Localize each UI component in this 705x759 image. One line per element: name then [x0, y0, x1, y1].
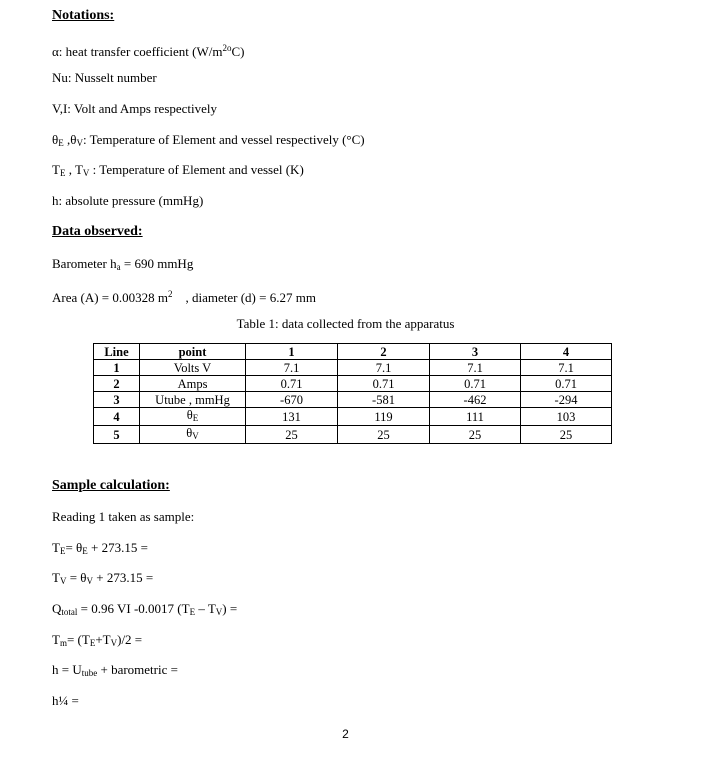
- area-sup: 2: [168, 289, 173, 299]
- tv-end: + 273.15 =: [93, 570, 154, 585]
- h-formula: [52, 662, 178, 681]
- tm-t: T: [52, 632, 60, 647]
- theta-desc: : Temperature of Element and vessel respectively (°C): [82, 132, 365, 147]
- notation-nu: Nu: Nusselt number: [52, 70, 157, 85]
- notation-t: [52, 162, 304, 181]
- te-theta: = θ: [65, 540, 83, 555]
- header-cell: 3: [430, 344, 521, 360]
- table-caption: [0, 316, 705, 332]
- table-cell: 5: [94, 426, 140, 444]
- table-cell: 2: [94, 376, 140, 392]
- diameter-text: , diameter (d) = 6.27 mm: [172, 290, 316, 305]
- tm-end: )/2 =: [117, 632, 143, 647]
- notation-alpha-end: C): [231, 44, 245, 59]
- notations-heading: Notations:: [52, 8, 115, 23]
- tm-formula: [52, 632, 142, 651]
- barometer-value: = 690 mmHg: [120, 256, 194, 271]
- table-cell: 7.1: [338, 360, 430, 376]
- table-row: [94, 360, 612, 376]
- table-cell: 131: [246, 408, 338, 426]
- table-cell: 0.71: [246, 376, 338, 392]
- te-end: + 273.15 =: [87, 540, 148, 555]
- table-cell: 7.1: [430, 360, 521, 376]
- table-cell-theta-v: [140, 426, 246, 444]
- table-cell: 25: [246, 426, 338, 444]
- page-number-text: 2: [342, 727, 349, 741]
- header-cell: point: [140, 344, 246, 360]
- q-minus: – T: [195, 601, 216, 616]
- table-cell: 3: [94, 392, 140, 408]
- table-cell: 119: [338, 408, 430, 426]
- barometer-text: Barometer h: [52, 256, 117, 271]
- notation-vi: V,I: Volt and Amps respectively: [52, 101, 218, 116]
- sample-heading: Sample calculation:: [52, 478, 170, 493]
- notation-alpha-text: α: heat transfer coefficient (W/m: [52, 44, 223, 59]
- h-end: + barometric =: [97, 662, 178, 677]
- theta-sub-v: V: [192, 431, 199, 441]
- tm-sub3: V: [110, 638, 118, 648]
- te-t: T: [52, 540, 60, 555]
- t-sub-v: V: [82, 168, 90, 178]
- area-line: [52, 286, 316, 306]
- h-sub: tube: [81, 668, 98, 678]
- table-cell: -294: [521, 392, 612, 408]
- te-sub2: E: [82, 546, 88, 556]
- table-row: [94, 408, 612, 426]
- table-cell: 1: [94, 360, 140, 376]
- table-cell: 0.71: [338, 376, 430, 392]
- header-cell: Line: [94, 344, 140, 360]
- barometer-line: [52, 256, 193, 275]
- q-sub3: V: [215, 607, 223, 617]
- table-cell: 7.1: [521, 360, 612, 376]
- table-cell: 25: [338, 426, 430, 444]
- table-cell: 0.71: [430, 376, 521, 392]
- notation-theta: [52, 132, 365, 151]
- tm-sub: m: [59, 638, 67, 648]
- data-table: [93, 343, 612, 444]
- theta-sub-e: E: [192, 413, 199, 423]
- t-symbol: T: [52, 162, 60, 177]
- tm-plus: +T: [95, 632, 111, 647]
- table-cell: 4: [94, 408, 140, 426]
- table-cell: 7.1: [246, 360, 338, 376]
- area-text: Area (A) = 0.00328 m: [52, 290, 168, 305]
- table-caption-text: Table 1: data collected from the apparatus: [236, 316, 455, 331]
- table-cell: -581: [338, 392, 430, 408]
- q-body: = 0.96 VI -0.0017 (T: [77, 601, 190, 616]
- q-formula: [52, 601, 237, 620]
- table-cell: Amps: [140, 376, 246, 392]
- h-quarter-formula: h¼ =: [52, 693, 79, 708]
- tv-formula: [52, 570, 153, 589]
- header-cell: 2: [338, 344, 430, 360]
- header-cell: 4: [521, 344, 612, 360]
- table-cell: Volts V: [140, 360, 246, 376]
- header-cell: 1: [246, 344, 338, 360]
- tv-sub2: V: [86, 576, 94, 586]
- table-cell: 0.71: [521, 376, 612, 392]
- barometer-sub: a: [116, 262, 121, 272]
- theta-symbol: θ: [186, 408, 193, 422]
- table-cell: 103: [521, 408, 612, 426]
- te-sub: E: [59, 546, 66, 556]
- table-cell: -670: [246, 392, 338, 408]
- table-cell-theta-e: [140, 408, 246, 426]
- theta-sub-e: E: [58, 138, 64, 148]
- sample-intro: Reading 1 taken as sample:: [52, 509, 195, 524]
- q-q: Q: [52, 601, 62, 616]
- h-body: h = U: [52, 662, 82, 677]
- theta-symbol: θ: [186, 426, 193, 440]
- table-cell: Utube , mmHg: [140, 392, 246, 408]
- tv-theta: = θ: [66, 570, 87, 585]
- table-row: [94, 426, 612, 444]
- q-sub2: E: [189, 607, 196, 617]
- q-end: ) =: [222, 601, 238, 616]
- page-number: [0, 727, 705, 741]
- table-cell: 25: [521, 426, 612, 444]
- table-cell: -462: [430, 392, 521, 408]
- t-desc: : Temperature of Element and vessel (K): [89, 162, 304, 177]
- table-row: [94, 376, 612, 392]
- te-formula: [52, 540, 148, 559]
- table-cell: 25: [430, 426, 521, 444]
- t-sub-e: E: [59, 168, 66, 178]
- theta-symbol-2: ,θ: [63, 132, 77, 147]
- theta-symbol: θ: [52, 132, 59, 147]
- data-observed-heading: Data observed:: [52, 224, 143, 239]
- table-header-row: [94, 344, 612, 360]
- tm-sub2: E: [89, 638, 96, 648]
- table-cell: 111: [430, 408, 521, 426]
- notation-alpha: [52, 40, 244, 60]
- tv-t: T: [52, 570, 60, 585]
- t-symbol-2: , T: [65, 162, 83, 177]
- table-row: [94, 392, 612, 408]
- theta-sub-v: V: [76, 138, 83, 148]
- notation-alpha-sup: 2o: [222, 43, 232, 53]
- tm-body: = (T: [66, 632, 90, 647]
- q-sub: total: [61, 607, 78, 617]
- tv-sub: V: [59, 576, 67, 586]
- notation-h: h: absolute pressure (mmHg): [52, 193, 204, 208]
